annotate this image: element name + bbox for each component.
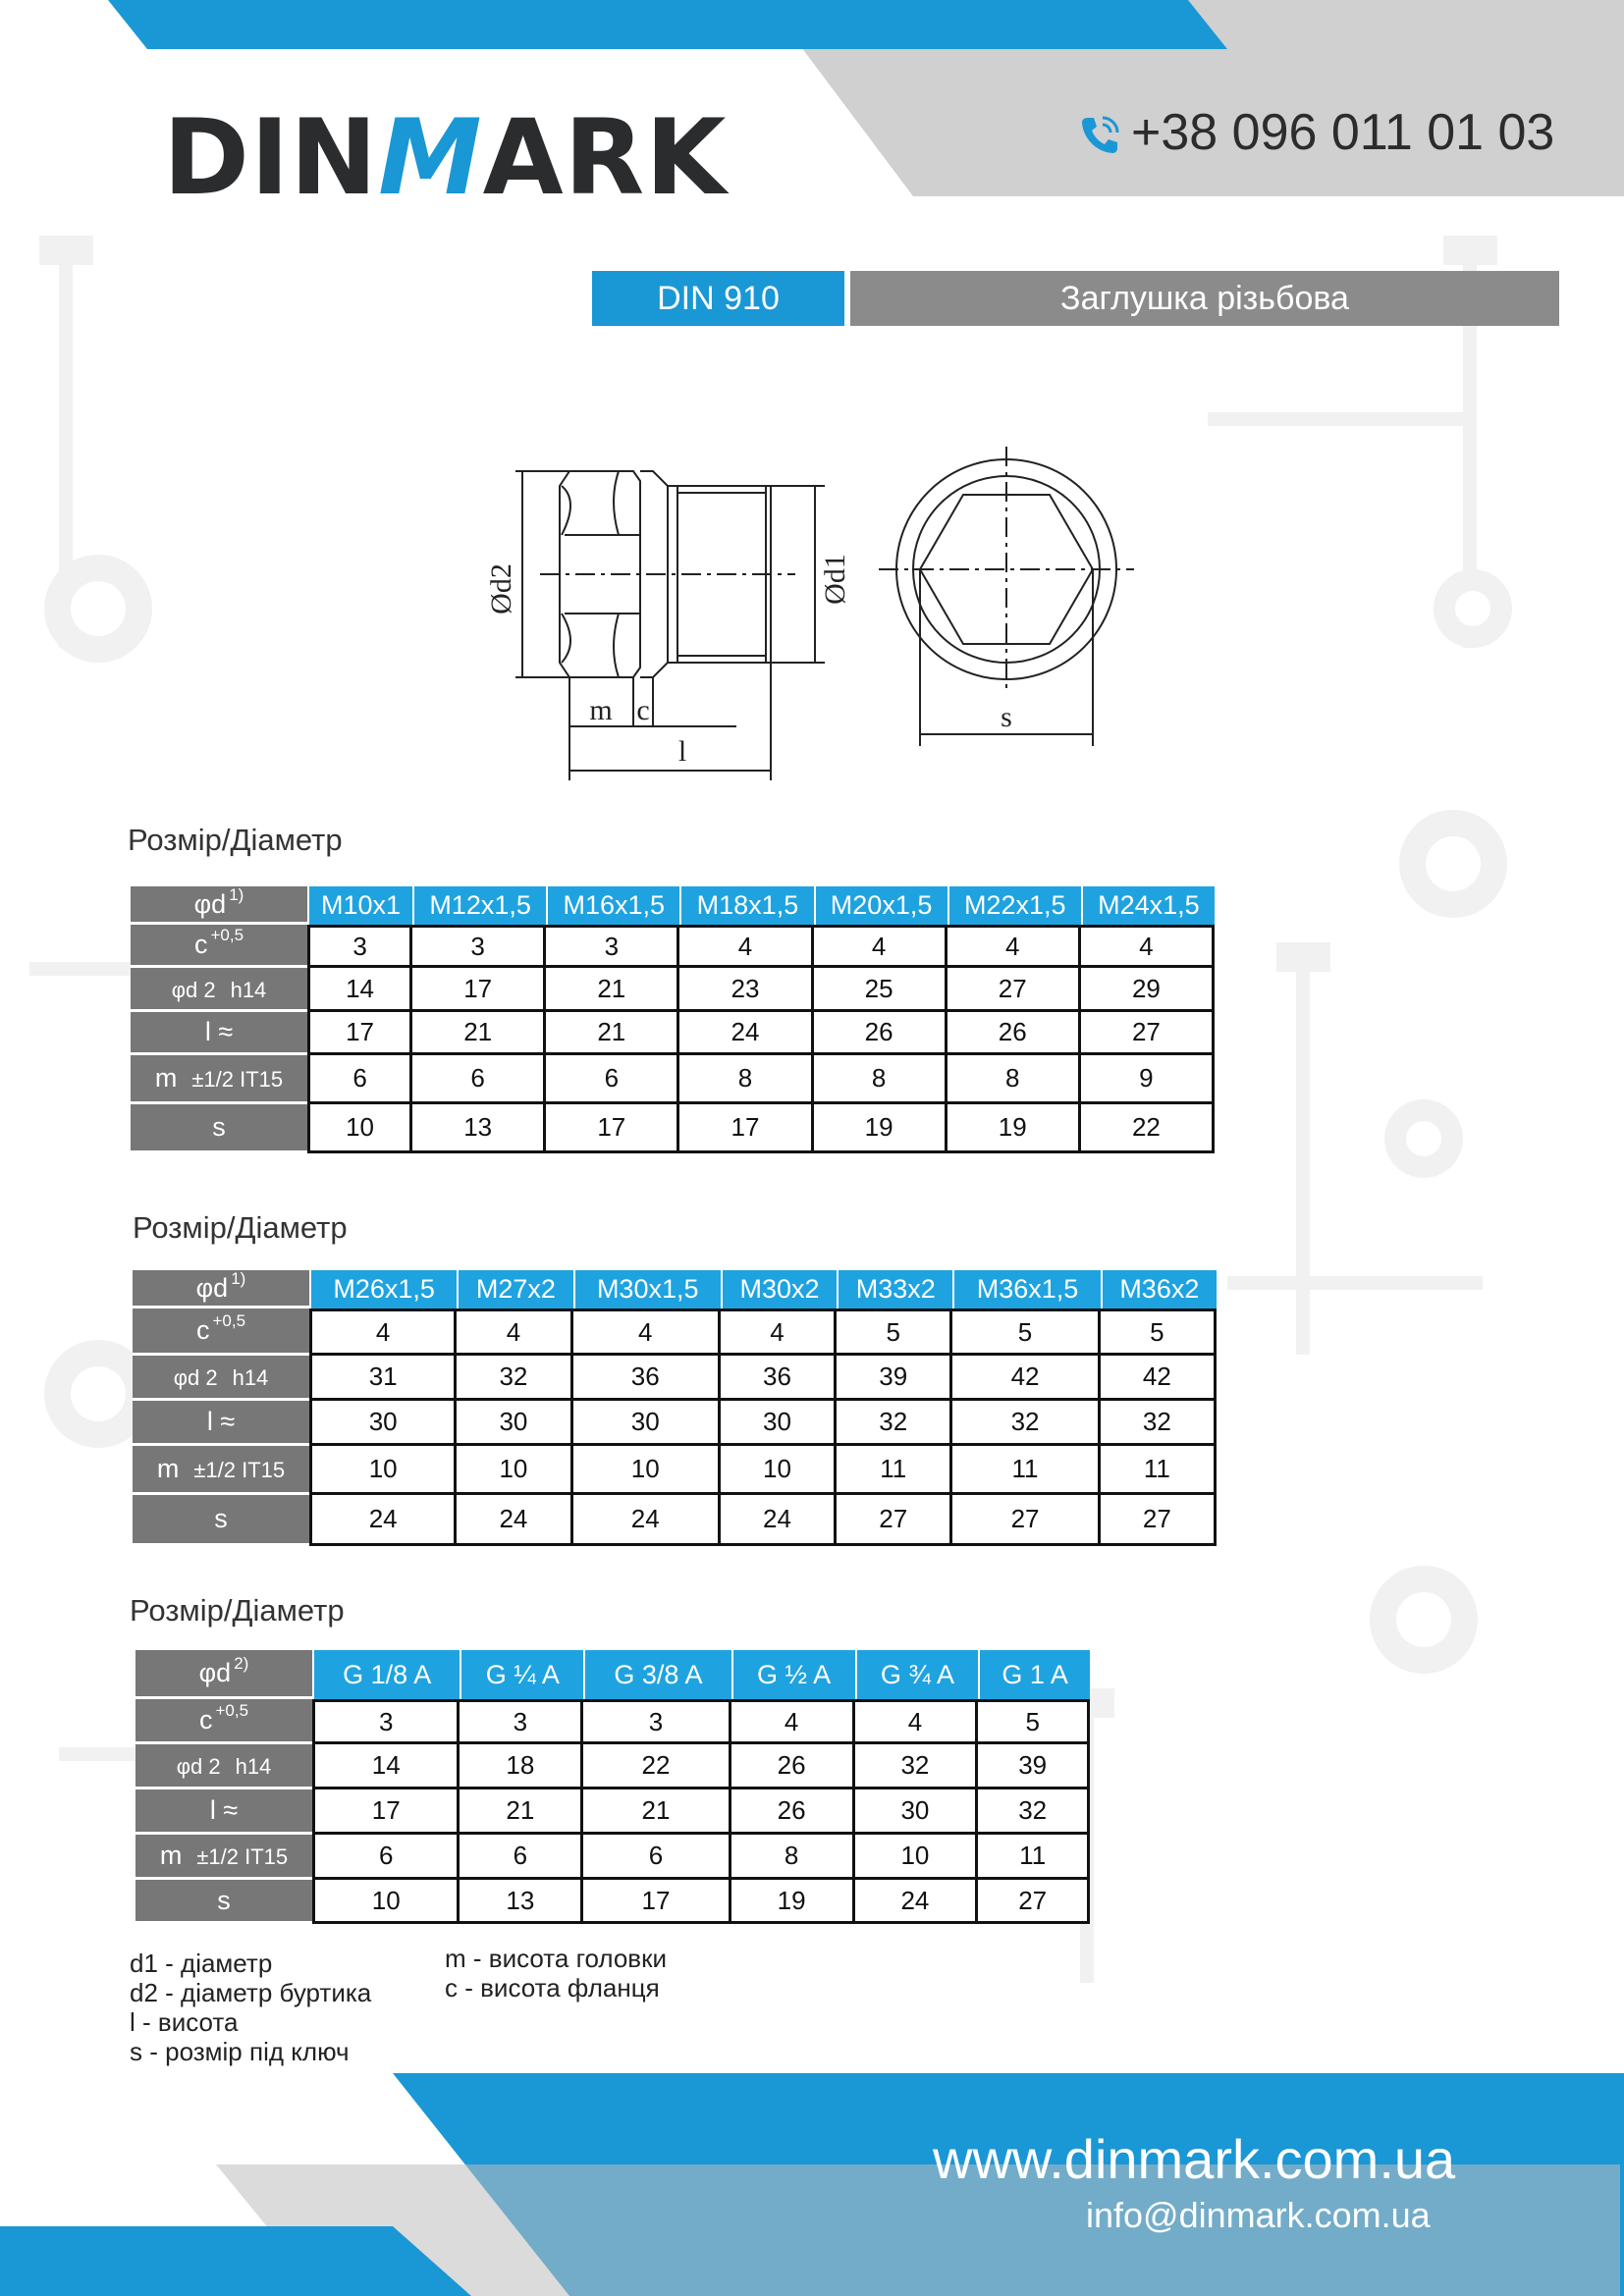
table-cell: 3	[583, 1699, 731, 1744]
table-cell: 36	[573, 1356, 721, 1401]
table-cell: 14	[307, 968, 412, 1012]
table-row	[135, 1789, 1090, 1835]
table-cell: 13	[460, 1880, 583, 1924]
table-cell: 10	[457, 1446, 572, 1495]
table-cell: 21	[412, 1012, 546, 1055]
column-header: M26x1,5	[309, 1270, 457, 1308]
row-label: s	[131, 1104, 307, 1153]
size-table-3	[135, 1650, 1090, 1924]
table-cell: 26	[947, 1012, 1081, 1055]
table-row	[131, 1104, 1215, 1153]
table-cell: 26	[731, 1789, 855, 1835]
table-cell: 3	[460, 1699, 583, 1744]
table-cell: 25	[814, 968, 947, 1012]
table-cell: 8	[947, 1055, 1081, 1104]
table-cell: 6	[312, 1835, 460, 1880]
table-cell: 6	[412, 1055, 546, 1104]
table-cell: 24	[721, 1495, 837, 1546]
table-cell: 31	[309, 1356, 457, 1401]
table-row	[131, 968, 1215, 1012]
table-cell: 30	[457, 1401, 572, 1446]
legend-item: d2 - діаметр буртика	[130, 1978, 372, 2007]
table-cell: 27	[952, 1495, 1100, 1546]
table-cell: 3	[546, 925, 679, 968]
table-cell: 18	[460, 1744, 583, 1789]
row-label: s	[135, 1880, 312, 1924]
table-cell: 27	[1081, 1012, 1215, 1055]
column-header: G 1/8 A	[312, 1650, 460, 1699]
table-cell: 42	[952, 1356, 1100, 1401]
head-label-cell	[135, 1650, 312, 1699]
table-cell: 24	[855, 1880, 979, 1924]
row-label: s	[133, 1495, 309, 1546]
brand-logo	[163, 97, 728, 218]
table-row	[133, 1308, 1217, 1356]
table-cell: 30	[573, 1401, 721, 1446]
column-header: M36x1,5	[952, 1270, 1100, 1308]
head-label-cell	[131, 886, 307, 925]
technical-drawing	[471, 442, 1139, 785]
table-cell: 24	[679, 1012, 813, 1055]
table-cell: 17	[312, 1789, 460, 1835]
table-cell: 32	[952, 1401, 1100, 1446]
table-row	[133, 1401, 1217, 1446]
row-label: c $^{+0,5}$	[133, 1308, 309, 1356]
table-cell: 6	[460, 1835, 583, 1880]
table-cell: 19	[814, 1104, 947, 1153]
table-row	[133, 1356, 1217, 1401]
table-cell: 3	[307, 925, 412, 968]
table-cell: 13	[412, 1104, 546, 1153]
row-label: l ≈	[135, 1789, 312, 1835]
table-cell: 10	[721, 1446, 837, 1495]
table-cell: 10	[309, 1446, 457, 1495]
column-header: M18x1,5	[679, 886, 813, 925]
section-title-1: Розмір/Діаметр	[128, 823, 343, 857]
header-blue-band	[108, 0, 1227, 49]
table-cell: 19	[731, 1880, 855, 1924]
table-cell: 24	[309, 1495, 457, 1546]
table-cell: 11	[978, 1835, 1090, 1880]
table-cell: 22	[583, 1744, 731, 1789]
table-cell: 42	[1101, 1356, 1217, 1401]
table-cell: 30	[721, 1401, 837, 1446]
footer-dark-blue-band	[0, 2226, 471, 2296]
table-cell: 36	[721, 1356, 837, 1401]
table-cell: 24	[573, 1495, 721, 1546]
table-cell: 22	[1081, 1104, 1215, 1153]
email-link[interactable]: info@dinmark.com.ua	[1086, 2195, 1431, 2235]
table-cell: 21	[546, 1012, 679, 1055]
table-cell: 4	[731, 1699, 855, 1744]
column-header: M30x2	[721, 1270, 837, 1308]
column-header: M16x1,5	[546, 886, 679, 925]
column-header: M33x2	[837, 1270, 952, 1308]
logo-suffix: ARK	[482, 97, 728, 218]
table-cell: 4	[814, 925, 947, 968]
head-note: 1)	[229, 884, 244, 904]
table-cell: 10	[307, 1104, 412, 1153]
row-label: c $^{+0,5}$	[135, 1699, 312, 1744]
table-cell: 27	[947, 968, 1081, 1012]
label-d2: Ød2	[485, 563, 517, 614]
table-cell: 19	[947, 1104, 1081, 1153]
head-note: 1)	[231, 1268, 246, 1288]
table-cell: 32	[978, 1789, 1090, 1835]
column-header: M10x1	[307, 886, 412, 925]
table-row	[131, 1012, 1215, 1055]
table-cell: 30	[855, 1789, 979, 1835]
table-row	[133, 1495, 1217, 1546]
logo-prefix: DIN	[163, 97, 379, 218]
table-cell: 4	[573, 1308, 721, 1356]
table-cell: 39	[837, 1356, 952, 1401]
table-cell: 27	[837, 1495, 952, 1546]
column-header: G 1 A	[978, 1650, 1090, 1699]
row-label: m ±1/2 IT15	[131, 1055, 307, 1104]
head-label: φd	[195, 1272, 229, 1303]
table-cell: 17	[583, 1880, 731, 1924]
table-row	[133, 1446, 1217, 1495]
website-link[interactable]: www.dinmark.com.ua	[933, 2128, 1456, 2190]
table-cell: 4	[855, 1699, 979, 1744]
table-cell: 6	[583, 1835, 731, 1880]
table-cell: 32	[1101, 1401, 1217, 1446]
label-c: c	[636, 694, 650, 726]
legend-item: l - висота	[130, 2007, 239, 2037]
size-table-2	[133, 1270, 1217, 1546]
table-cell: 27	[1101, 1495, 1217, 1546]
column-header: M20x1,5	[814, 886, 947, 925]
table-cell: 30	[309, 1401, 457, 1446]
label-d1: Ød1	[819, 554, 851, 605]
column-header: M22x1,5	[947, 886, 1081, 925]
table-cell: 5	[978, 1699, 1090, 1744]
row-label: φd 2 h14	[133, 1356, 309, 1401]
column-header: G ¼ A	[460, 1650, 583, 1699]
column-header: M30x1,5	[573, 1270, 721, 1308]
head-label-cell	[133, 1270, 309, 1308]
row-label: l ≈	[133, 1401, 309, 1446]
table-cell: 21	[583, 1789, 731, 1835]
table-cell: 8	[731, 1835, 855, 1880]
table-row	[131, 1055, 1215, 1104]
table-cell: 4	[947, 925, 1081, 968]
table-cell: 23	[679, 968, 813, 1012]
table-cell: 29	[1081, 968, 1215, 1012]
table-row	[135, 1744, 1090, 1789]
column-header: G ½ A	[731, 1650, 855, 1699]
table-cell: 11	[952, 1446, 1100, 1495]
row-label: φd 2 h14	[135, 1744, 312, 1789]
row-label: m ±1/2 IT15	[133, 1446, 309, 1495]
table-cell: 17	[412, 968, 546, 1012]
table-cell: 5	[952, 1308, 1100, 1356]
table-cell: 4	[721, 1308, 837, 1356]
table-cell: 4	[457, 1308, 572, 1356]
label-l: l	[677, 735, 687, 768]
column-header: M36x2	[1101, 1270, 1217, 1308]
table-cell: 21	[546, 968, 679, 1012]
table-cell: 4	[679, 925, 813, 968]
phone-contact[interactable]	[1078, 103, 1554, 162]
phone-icon	[1078, 114, 1121, 157]
standard-badge: DIN 910	[592, 271, 844, 326]
column-header: G ¾ A	[855, 1650, 979, 1699]
table-cell: 3	[412, 925, 546, 968]
legend-item: m - висота головки	[445, 1944, 668, 1973]
row-label: c $^{+0,5}$	[131, 925, 307, 968]
row-label: l ≈	[131, 1012, 307, 1055]
table-row	[135, 1699, 1090, 1744]
section-title-3: Розмір/Діаметр	[130, 1593, 345, 1628]
table-cell: 32	[457, 1356, 572, 1401]
table-cell: 6	[307, 1055, 412, 1104]
head-label: φd	[193, 888, 227, 919]
table-cell: 14	[312, 1744, 460, 1789]
table-row	[131, 925, 1215, 968]
label-s: s	[1001, 701, 1012, 733]
section-title-2: Розмір/Діаметр	[133, 1210, 348, 1245]
table-cell: 6	[546, 1055, 679, 1104]
phone-number: +38 096 011 01 03	[1131, 104, 1555, 161]
table-cell: 21	[460, 1789, 583, 1835]
table-row	[135, 1880, 1090, 1924]
column-header: M12x1,5	[412, 886, 546, 925]
table-cell: 17	[546, 1104, 679, 1153]
table-cell: 27	[978, 1880, 1090, 1924]
size-table-1	[131, 886, 1215, 1153]
table-cell: 32	[855, 1744, 979, 1789]
table-cell: 26	[731, 1744, 855, 1789]
table-cell: 32	[837, 1401, 952, 1446]
table-cell: 4	[1081, 925, 1215, 968]
table-cell: 10	[855, 1835, 979, 1880]
table-cell: 17	[679, 1104, 813, 1153]
table-cell: 39	[978, 1744, 1090, 1789]
legend-item: c - висота фланця	[445, 1973, 660, 2002]
column-header: M27x2	[457, 1270, 572, 1308]
column-header: G 3/8 A	[583, 1650, 731, 1699]
row-label: φd 2 h14	[131, 968, 307, 1012]
table-cell: 9	[1081, 1055, 1215, 1104]
table-cell: 11	[837, 1446, 952, 1495]
row-label: m ±1/2 IT15	[135, 1835, 312, 1880]
logo-accent: M	[378, 97, 483, 218]
table-cell: 11	[1101, 1446, 1217, 1495]
table-cell: 26	[814, 1012, 947, 1055]
table-cell: 3	[312, 1699, 460, 1744]
legend-item: s - розмір під ключ	[130, 2037, 350, 2066]
table-cell: 8	[679, 1055, 813, 1104]
table-cell: 10	[312, 1880, 460, 1924]
table-row	[135, 1835, 1090, 1880]
head-note: 2)	[234, 1654, 249, 1673]
table-cell: 8	[814, 1055, 947, 1104]
legend-left	[130, 1949, 371, 2066]
column-header: M24x1,5	[1081, 886, 1215, 925]
table-cell: 5	[837, 1308, 952, 1356]
legend-item: d1 - діаметр	[130, 1949, 273, 1978]
table-cell: 24	[457, 1495, 572, 1546]
table-cell: 17	[307, 1012, 412, 1055]
legend-right	[445, 1944, 667, 2002]
table-cell: 10	[573, 1446, 721, 1495]
table-cell: 4	[309, 1308, 457, 1356]
product-title: Заглушка різьбова	[850, 271, 1559, 326]
table-cell: 5	[1101, 1308, 1217, 1356]
label-m: m	[589, 694, 613, 726]
head-label: φd	[198, 1658, 232, 1687]
